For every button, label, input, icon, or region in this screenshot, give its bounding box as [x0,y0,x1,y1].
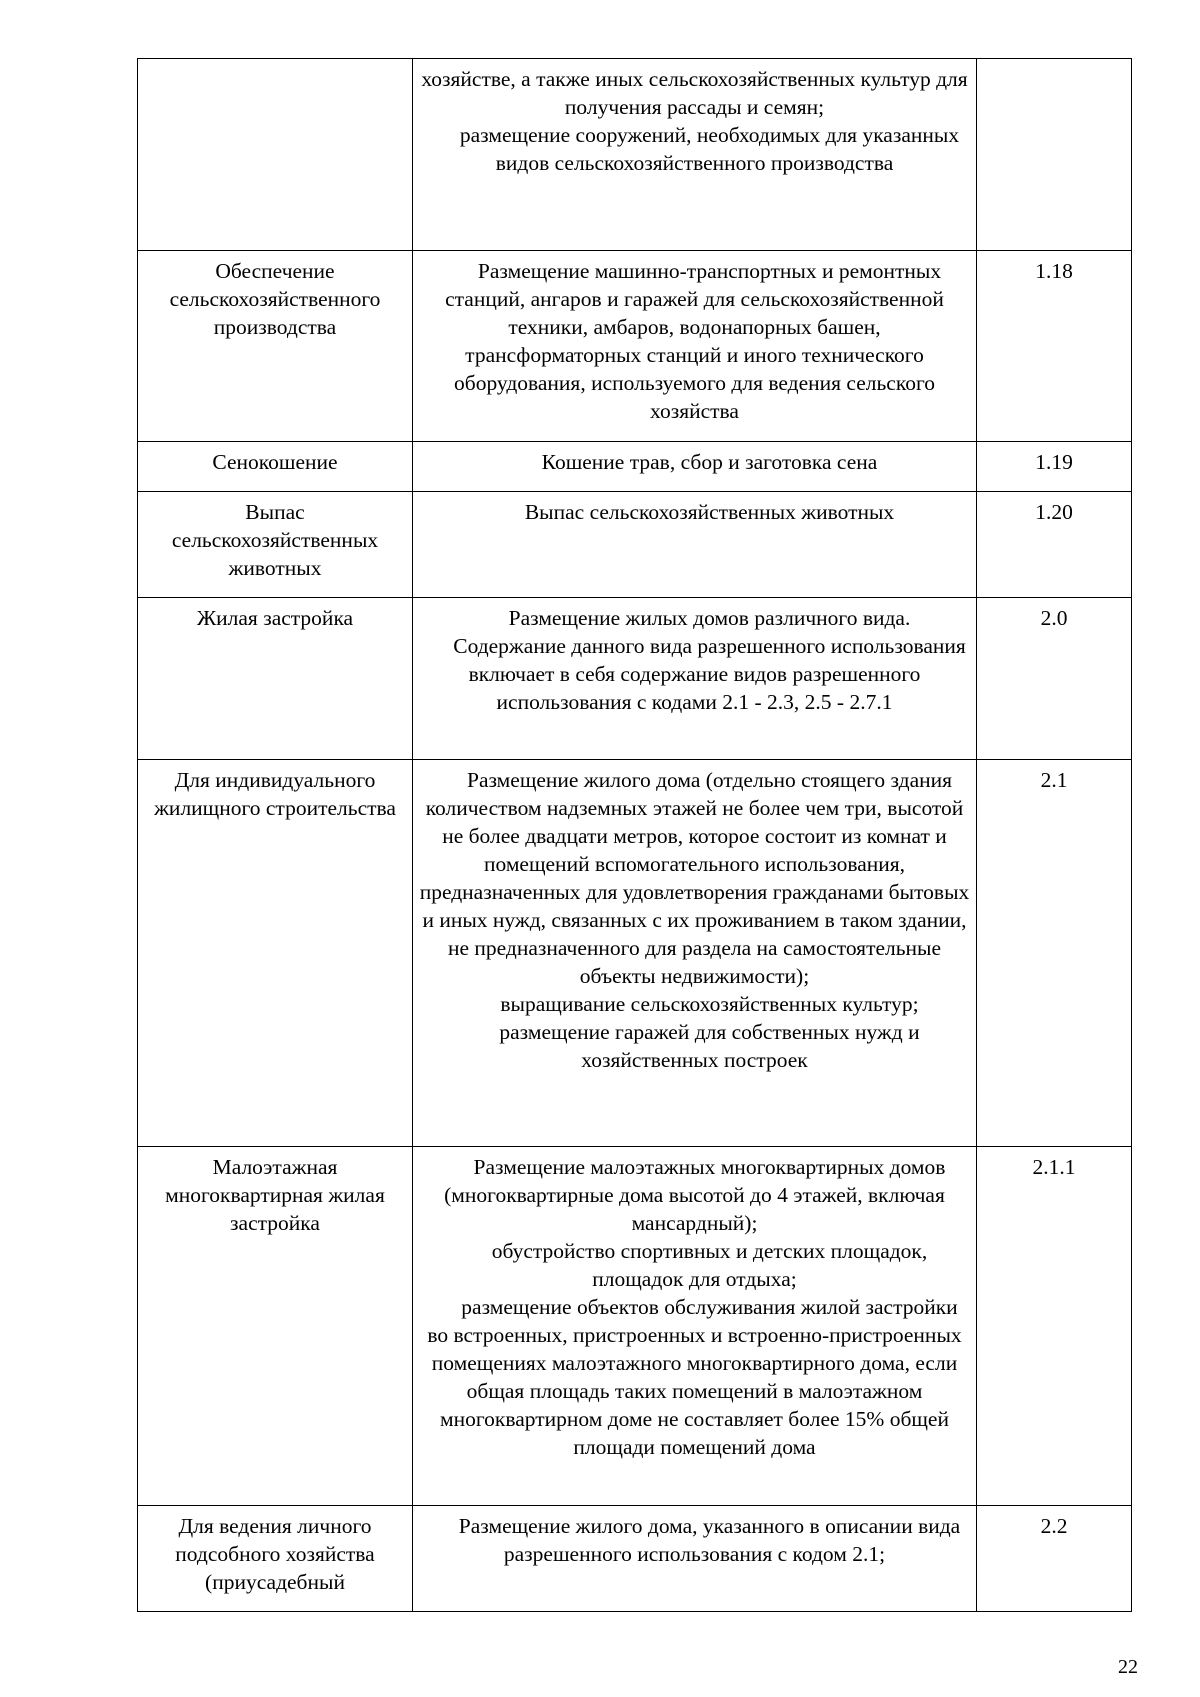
use-name-cell: Выпас сельскохозяйственных животных [138,492,413,598]
use-name-cell [138,59,413,251]
table-row [138,59,1132,251]
land-use-table [137,58,1132,1612]
description-paragraph: хозяйстве, а также иных сельскохозяйственных культур для получения рассады и семян; [421,67,968,119]
description-paragraph: Размещение жилого дома (отдельно стоящего здания количеством надземных этажей не более чем три, высотой не более двадцати метров, которое состоит из комнат и помещений вспомогательного использования, предназначенных для удовлетворения гражданами бытовых и иных нужд, связанных с их проживанием в таком здании, не предназначенного для раздела на самостоятельные объекты недвижимости); [419,768,970,988]
table-row [138,442,1132,492]
use-name-cell: Обеспечение сельскохозяйственного производства [138,251,413,442]
table-row [138,1147,1132,1506]
description-paragraph: размещение сооружений, необходимых для указанных видов сельскохозяйственного производства [459,123,960,175]
description-paragraph: Кошение трав, сбор и заготовка сена [541,450,878,474]
description-paragraph: размещение объектов обслуживания жилой застройки во встроенных, пристроенных и встроенно-пристроенных помещениях малоэтажного многоквартирного дома, если общая площадь таких помещений в малоэтажном многоквартирном доме не составляет более 15% общей площади помещений дома [427,1295,962,1459]
description-paragraph: выращивание сельскохозяйственных культур; [500,992,919,1016]
use-code-cell: 1.19 [977,442,1132,492]
use-description-cell [413,598,977,760]
use-code-cell: 1.20 [977,492,1132,598]
use-name-cell: Для ведения личного подсобного хозяйства (приусадебный [138,1506,413,1612]
use-name-cell: Жилая застройка [138,598,413,760]
use-code-cell: 2.1 [977,760,1132,1147]
table-row [138,492,1132,598]
table-row [138,760,1132,1147]
description-paragraph: обустройство спортивных и детских площадок, площадок для отдыха; [491,1239,928,1291]
description-paragraph: Размещение малоэтажных многоквартирных домов (многоквартирные дома высотой до 4 этажей, включая мансардный); [444,1155,946,1235]
use-name-cell: Для индивидуального жилищного строительства [138,760,413,1147]
description-paragraph: Выпас сельскохозяйственных животных [524,500,895,524]
description-paragraph: размещение гаражей для собственных нужд и хозяйственных построек [499,1020,920,1072]
use-description-cell [413,251,977,442]
use-description-cell [413,59,977,251]
description-paragraph: Размещение жилых домов различного вида. [508,606,911,630]
use-description-cell [413,442,977,492]
table-row [138,251,1132,442]
use-code-cell: 2.0 [977,598,1132,760]
use-code-cell [977,59,1132,251]
description-paragraph: Размещение жилого дома, указанного в описании вида разрешенного использования с кодом 2.1; [458,1514,961,1566]
description-paragraph: Размещение машинно-транспортных и ремонтных станций, ангаров и гаражей для сельскохозяйственной техники, амбаров, водонапорных башен, трансформаторных станций и иного технического оборудования, используемого для ведения сельского хозяйства [445,259,944,423]
page-number: 22 [1118,1656,1138,1678]
use-name-cell: Сенокошение [138,442,413,492]
table-row [138,1506,1132,1612]
use-description-cell [413,1506,977,1612]
description-paragraph: Содержание данного вида разрешенного использования включает в себя содержание видов разрешенного использования с кодами 2.1 - 2.3, 2.5 - 2.7.1 [453,634,966,714]
use-description-cell [413,760,977,1147]
use-description-cell [413,1147,977,1506]
use-name-cell: Малоэтажная многоквартирная жилая застройка [138,1147,413,1506]
use-code-cell: 1.18 [977,251,1132,442]
use-code-cell: 2.2 [977,1506,1132,1612]
use-description-cell [413,492,977,598]
use-code-cell: 2.1.1 [977,1147,1132,1506]
table-row [138,598,1132,760]
